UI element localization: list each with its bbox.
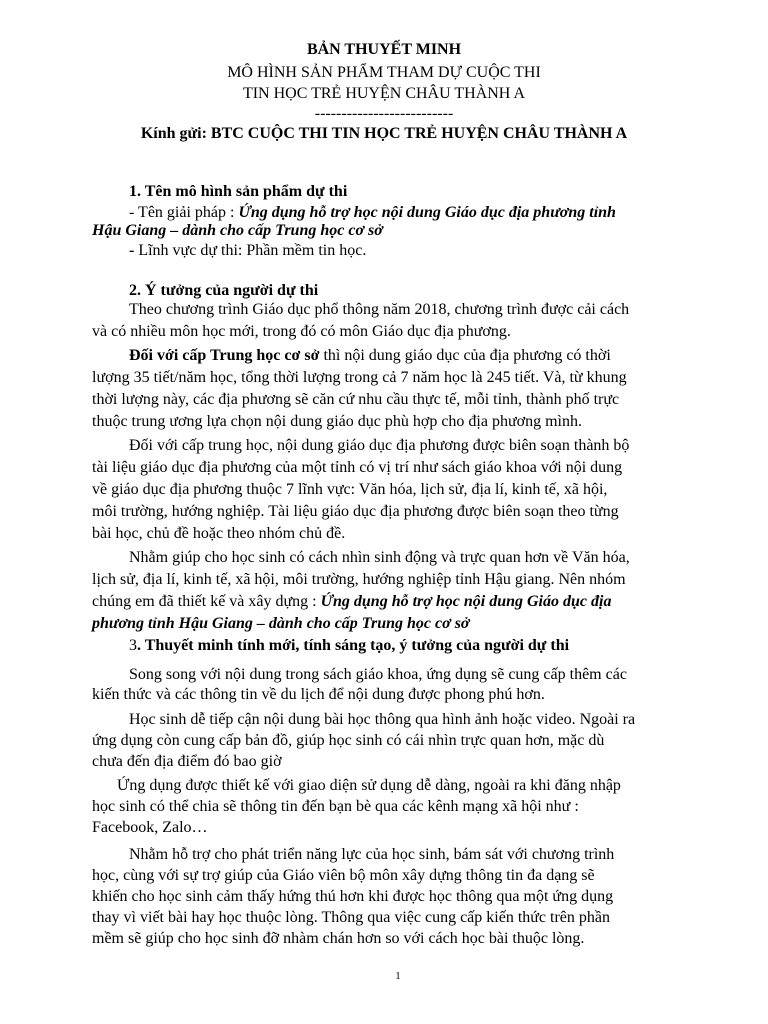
- paragraph-line: Facebook, Zalo…: [92, 819, 208, 836]
- paragraph-line: về giáo dục địa phương thuộc 7 lĩnh vực: Văn hóa, lịch sử, địa lí, kinh tế, xã hội,: [92, 481, 608, 498]
- paragraph-line: khiến cho học sinh cảm thấy hứng thú hơn khi được học thông qua một ứng dụng: [92, 888, 614, 905]
- paragraph-line: ứng dụng còn cung cấp bản đồ, giúp học sinh có cái nhìn trực quan hơn, mặc dù: [92, 732, 605, 749]
- paragraph-line: tài liệu giáo dục địa phương của một tỉnh có vị trí như sách giáo khoa với nội dung: [92, 459, 623, 476]
- paragraph-line: phương tỉnh Hậu Giang – dành cho cấp Trung học cơ sở: [92, 615, 470, 632]
- header-separator: --------------------------: [314, 105, 454, 122]
- paragraph-line: môi trường, hướng nghiệp. Tài liệu giáo dục địa phương được biên soạn theo từng: [92, 503, 619, 520]
- document-subtitle-2: TIN HỌC TRẺ HUYỆN CHÂU THÀNH A: [242, 85, 526, 102]
- section-1-heading: 1. Tên mô hình sản phẩm dự thi: [129, 183, 348, 200]
- paragraph-line: Nhằm hỗ trợ cho phát triển năng lực của học sinh, bám sát với chương trình: [129, 846, 615, 863]
- paragraph-line: Nhằm giúp cho học sinh có cách nhìn sinh động và trực quan hơn về Văn hóa,: [129, 549, 630, 566]
- paragraph-line: Ứng dụng được thiết kế với giao diện sử dụng dễ dàng, ngoài ra khi đăng nhập: [117, 777, 621, 794]
- paragraph-line: Song song với nội dung trong sách giáo khoa, ứng dụng sẽ cung cấp thêm các: [129, 666, 627, 683]
- solution-name-line-2: Hậu Giang – dành cho cấp Trung học cơ sở: [92, 222, 383, 239]
- recipient-line: Kính gửi: BTC CUỘC THI TIN HỌC TRẺ HUYỆN CHÂU THÀNH A: [140, 125, 628, 142]
- paragraph-line: học, cùng với sự trợ giúp của Giáo viên bộ môn xây dựng thông tin đa dạng sẽ: [92, 867, 595, 884]
- document-title: BẢN THUYẾT MINH: [306, 41, 462, 58]
- paragraph-line: bài học, chủ đề hoặc theo nhóm chủ đề.: [92, 525, 346, 542]
- paragraph-line: thay vì viết bài hay học thuộc lòng. Thông qua việc cung cấp kiến thức trên phần: [92, 909, 611, 926]
- document-subtitle-1: MÔ HÌNH SẢN PHẨM THAM DỰ CUỘC THI: [227, 64, 541, 81]
- paragraph-line: kiến thức và các thông tin về du lịch để nội dung được phong phú hơn.: [92, 686, 545, 703]
- paragraph-line: thuộc trung ương lựa chọn nội dung giáo dục phù hợp cho địa phương mình.: [92, 413, 582, 430]
- solution-label: - Tên giải pháp :: [129, 204, 239, 221]
- paragraph-line: lượng 35 tiết/năm học, tổng thời lượng trong cả 7 năm học là 245 tiết. Và, từ khung: [92, 369, 627, 386]
- section-2-heading: 2. Ý tưởng của người dự thi: [129, 282, 319, 299]
- paragraph-line: Theo chương trình Giáo dục phổ thông năm 2018, chương trình được cải cách: [129, 301, 630, 318]
- page-number: 1: [395, 970, 401, 982]
- paragraph-line: lịch sử, địa lí, kinh tế, xã hội, môi trường, hướng nghiệp tỉnh Hậu giang. Nên nhóm: [92, 571, 626, 588]
- paragraph-line: và có nhiều môn học mới, trong đó có môn Giáo dục địa phương.: [92, 323, 511, 340]
- field-line: - Lĩnh vực dự thi: Phần mềm tin học.: [129, 242, 367, 259]
- paragraph-line: thời lượng này, các địa phương sẽ căn cứ nhu cầu thực tế, mỗi tỉnh, thành phố trực: [92, 391, 620, 408]
- solution-name: Ứng dụng hỗ trợ học nội dung Giáo dục địa phương tỉnh: [238, 204, 616, 221]
- paragraph-line: chưa đến địa điểm đó bao giờ: [92, 753, 282, 770]
- paragraph-line: Đối với cấp trung học, nội dung giáo dục địa phương được biên soạn thành bộ: [129, 437, 630, 454]
- paragraph-line: Đối với cấp Trung học cơ sở thì nội dung giáo dục của địa phương có thời: [129, 347, 611, 364]
- paragraph-line: học sinh có thể chia sẽ thông tin đến bạn bè qua các kênh mạng xã hội như :: [92, 798, 579, 815]
- solution-name-line-1: [129, 203, 616, 223]
- paragraph-line: chúng em đã thiết kế và xây dựng : Ứng dụng hỗ trợ học nội dung Giáo dục địa: [92, 593, 612, 610]
- paragraph-line: mềm sẽ giúp cho học sinh đỡ nhàm chán hơn so với cách học bài thuộc lòng.: [92, 930, 585, 947]
- section-3-heading: 3. Thuyết minh tính mới, tính sáng tạo, ý tưởng của người dự thi: [129, 637, 570, 654]
- paragraph-line: Học sinh dễ tiếp cận nội dung bài học thông qua hình ảnh hoặc video. Ngoài ra: [129, 711, 636, 728]
